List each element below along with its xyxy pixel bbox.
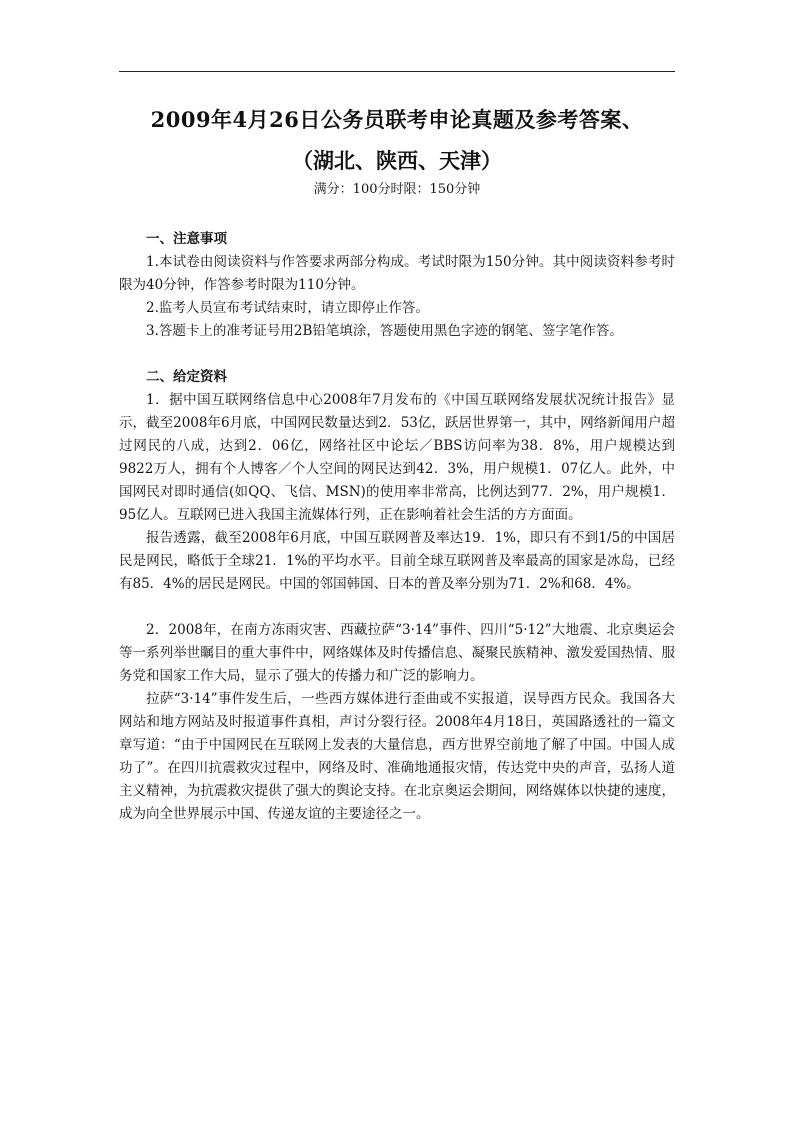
section-spacer: [119, 343, 675, 366]
section-heading-materials: 二、给定资料: [146, 369, 227, 385]
document-subtitle: 满分：100分时限：150分钟: [313, 182, 481, 197]
notes-item-3: 3.答题卡上的准考证号用2B铅笔填涂，答题使用黑色字迹的钢笔、签字笔作答。: [146, 323, 623, 339]
section-heading-notes: 一、注意事项: [146, 231, 227, 247]
document-title-line2: （湖北、陕西、天津）: [292, 148, 502, 173]
material-paragraph-3: 2．2008年，在南方冻雨灾害、西藏拉萨“3·14”事件、四川“5·12”大地震、北京奥运会等一系列举世瞩目的重大事件中，网络媒体及时传播信息、凝聚民族精神、激发爱国热情、服务党和国家工作大局，显示了强大的传播力和广泛的影响力。: [119, 622, 675, 684]
material-paragraph-2: 报告透露，截至2008年6月底，中国互联网普及率达19．1%，即只有不到1/5的中国居民是网民，略低于全球21．1%的平均水平。目前全球互联网普及率最高的国家是冰岛，已经有85．4%的居民是网民。中国的邻国韩国、日本的普及率分别为71．2%和68．4%。: [119, 530, 675, 592]
header-rule: [119, 71, 675, 72]
document-body: [119, 228, 675, 826]
material-paragraph-1: 1．据中国互联网络信息中心2008年7月发布的《中国互联网络发展状况统计报告》显示，截至2008年6月底，中国网民数量达到2．53亿，跃居世界第一，其中，网络新闻用户超过网民的八成，达到2．06亿，网络社区中论坛／BBS访问率为38．8%，用户规模达到9822万人，拥有个人博客／个人空间的网民达到42．3%，用户规模1．07亿人。此外，中国网民对即时通信(如QQ、飞信、MSN)的使用率非常高，比例达到77．2%，用户规模1．95亿人。互联网已进入我国主流媒体行列，正在影响着社会生活的方方面面。: [119, 392, 675, 523]
paragraph-spacer: [119, 596, 675, 619]
notes-item-2: 2.监考人员宣布考试结束时，请立即停止作答。: [146, 300, 429, 316]
material-paragraph-4: 拉萨“3·14”事件发生后，一些西方媒体进行歪曲或不实报道，误导西方民众。我国各大网站和地方网站及时报道事件真相，声讨分裂行径。2008年4月18日，英国路透社的一篇文章写道：“由于中国网民在互联网上发表的大量信息，西方世界空前地了解了中国。中国人成功了”。在四川抗震救灾过程中，网络及时、准确地通报灾情，传达党中央的声音，弘扬人道主义精神，为抗震救灾提供了强大的舆论支持。在北京奥运会期间，网络媒体以快捷的速度，成为向全世界展示中国、传递友谊的主要途径之一。: [119, 691, 675, 822]
notes-item-1: 1.本试卷由阅读资料与作答要求两部分构成。考试时限为150分钟。其中阅读资料参考时限为40分钟，作答参考时限为110分钟。: [119, 254, 675, 293]
document-title-line1: 2009年4月26日公务员联考申论真题及参考答案、: [150, 107, 644, 132]
